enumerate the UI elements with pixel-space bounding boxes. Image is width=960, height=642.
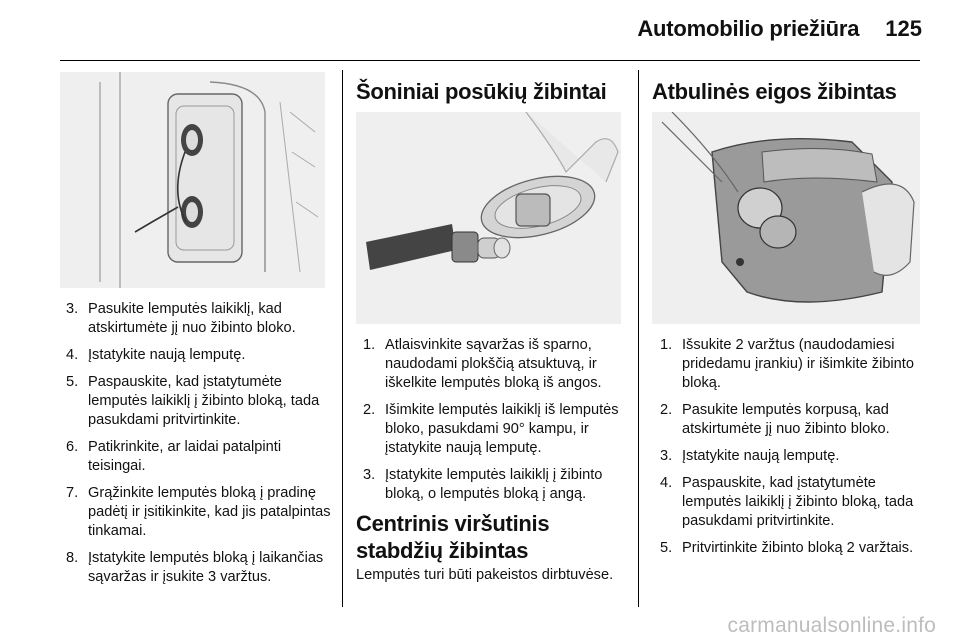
step-number: 8. bbox=[66, 550, 79, 566]
step-number: 3. bbox=[66, 301, 79, 317]
step-text: Įstatykite lemputės laikiklį į žibinto bloką, o lemputės bloką į angą. bbox=[385, 467, 603, 502]
step-text: Paspauskite, kad įstatytumėte lemputės laikiklį į žibinto bloką, tada pasukdami pritvirtinkite. bbox=[88, 374, 320, 428]
step-text: Įstatykite naują lemputę. bbox=[682, 448, 840, 464]
list-item bbox=[66, 346, 331, 365]
page-number: 125 bbox=[885, 16, 922, 41]
watermark: carmanualsonline.info bbox=[727, 614, 936, 637]
column-divider-right bbox=[638, 70, 639, 607]
list-item bbox=[660, 401, 922, 439]
step-number: 2. bbox=[660, 402, 673, 418]
list-item bbox=[660, 539, 922, 558]
step-text: Patikrinkite, ar laidai patalpinti teisingai. bbox=[88, 439, 282, 474]
list-item bbox=[66, 484, 331, 541]
list-item bbox=[66, 549, 331, 587]
reversing-light-illustration bbox=[652, 112, 920, 324]
step-number: 4. bbox=[660, 475, 673, 491]
list-item bbox=[66, 300, 331, 338]
left-steps-list bbox=[66, 300, 331, 595]
bulb-holder-drawing bbox=[60, 72, 325, 288]
step-number: 5. bbox=[660, 540, 673, 556]
step-text: Įstatykite lemputės bloką į laikančias sąvaržas ir įsukite 3 varžtus. bbox=[88, 550, 324, 585]
step-number: 7. bbox=[66, 485, 79, 501]
reversing-light-drawing bbox=[652, 112, 920, 324]
side-turn-light-drawing bbox=[356, 112, 621, 324]
list-item bbox=[363, 466, 635, 504]
step-text: Paspauskite, kad įstatytumėte lemputės laikiklį į žibinto bloką, tada pasukdami pritvirtinkite. bbox=[682, 475, 914, 529]
middle-steps-list bbox=[363, 336, 635, 512]
section-heading-brake-light: Centrinis viršutinis stabdžių žibintas bbox=[356, 511, 550, 563]
section-heading-reversing-light: Atbulinės eigos žibintas bbox=[652, 79, 897, 104]
step-number: 3. bbox=[660, 448, 673, 464]
header-title: Automobilio priežiūra bbox=[637, 16, 860, 41]
list-item bbox=[363, 336, 635, 393]
header-rule bbox=[60, 60, 920, 61]
list-item bbox=[660, 336, 922, 393]
list-item bbox=[363, 401, 635, 458]
brake-light-note: Lemputės turi būti pakeistos dirbtuvėse. bbox=[356, 567, 614, 583]
step-text: Pasukite lemputės laikiklį, kad atskirtumėte jį nuo žibinto bloko. bbox=[88, 301, 296, 336]
step-text: Grąžinkite lemputės bloką į pradinę padėtį ir įsitikinkite, kad jis patalpintas tinkamai. bbox=[88, 485, 331, 539]
step-text: Išimkite lemputės laikiklį iš lemputės bloko, pasukdami 90° kampu, ir įstatykite naują lemputę. bbox=[385, 402, 619, 456]
list-item bbox=[660, 474, 922, 531]
step-number: 1. bbox=[660, 337, 673, 353]
step-text: Pritvirtinkite žibinto bloką 2 varžtais. bbox=[682, 540, 914, 556]
step-text: Įstatykite naują lemputę. bbox=[88, 347, 246, 363]
step-number: 3. bbox=[363, 467, 376, 483]
step-text: Išsukite 2 varžtus (naudodamiesi pridedamu įrankiu) ir išimkite žibinto bloką. bbox=[682, 337, 914, 391]
step-number: 4. bbox=[66, 347, 79, 363]
side-turn-light-illustration bbox=[356, 112, 621, 324]
list-item bbox=[66, 438, 331, 476]
step-number: 1. bbox=[363, 337, 376, 353]
right-steps-list bbox=[660, 336, 922, 566]
list-item bbox=[66, 373, 331, 430]
list-item bbox=[660, 447, 922, 466]
page-header bbox=[637, 16, 922, 42]
step-number: 5. bbox=[66, 374, 79, 390]
step-number: 2. bbox=[363, 402, 376, 418]
step-text: Atlaisvinkite sąvaržas iš sparno, naudodami plokščią atsuktuvą, ir iškelkite lemputės bloką iš angos. bbox=[385, 337, 602, 391]
step-number: 6. bbox=[66, 439, 79, 455]
step-text: Pasukite lemputės korpusą, kad atskirtumėte jį nuo žibinto bloko. bbox=[682, 402, 890, 437]
section-heading-side-turn-lights: Šoniniai posūkių žibintai bbox=[356, 79, 607, 104]
bulb-holder-illustration bbox=[60, 72, 325, 288]
column-divider-left bbox=[342, 70, 343, 607]
